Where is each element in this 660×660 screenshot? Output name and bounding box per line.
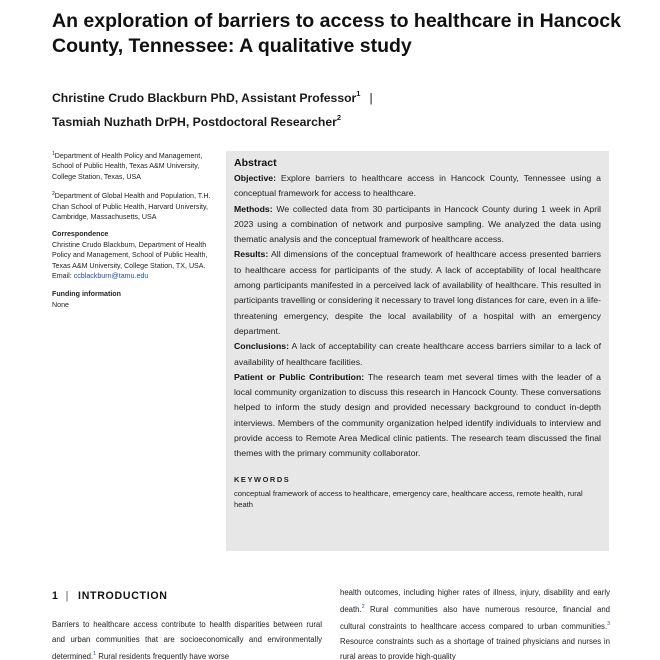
- article-title: An exploration of barriers to access to healthcare in Hancock County, Tennessee: A qualitative study: [52, 10, 621, 57]
- email-label: Email:: [52, 272, 72, 281]
- affiliation: [52, 149, 214, 182]
- abstract-objective: [234, 171, 601, 202]
- abstract-methods: [234, 202, 601, 248]
- body-text: Barriers to healthcare access contribute to health disparities between rural and urban communities that are socioeconomically and environmentally determined.: [52, 620, 322, 660]
- affiliation: [52, 189, 214, 222]
- abstract-box: [226, 151, 609, 551]
- affiliation-marker: 2: [52, 191, 55, 198]
- author-affiliation-marker: 2: [336, 113, 342, 122]
- abstract-conclusions: [234, 339, 601, 370]
- body-text: Rural residents frequently have worse: [96, 652, 230, 660]
- author-name: Christine Crudo Blackburn PhD, Assistant Professor: [52, 91, 357, 105]
- citation-link[interactable]: 3: [607, 621, 610, 627]
- abstract-section-text: A lack of acceptability can create healthcare access barriers similar to a lack of availability of healthcare facilities.: [234, 341, 601, 367]
- abstract-section-label: Methods:: [234, 203, 273, 214]
- funding-text: None: [52, 300, 69, 309]
- body-text: Rural communities also have numerous resource, financial and cultural constraints to healthcare access compared to urban communities.: [340, 605, 610, 631]
- author-affiliation-marker: 1: [356, 89, 361, 98]
- affiliation-text: Department of Health Policy and Management, School of Public Health, Texas A&M University, College Station, Texas, USA: [52, 152, 203, 181]
- email-link[interactable]: ccblackburn@tamu.edu: [73, 272, 149, 281]
- body-text: health outcomes, including higher rates of illness, injury, disability and early death.: [340, 588, 610, 614]
- correspondence-block: [52, 229, 214, 281]
- abstract-results: [234, 247, 601, 339]
- author-separator: |: [369, 91, 373, 105]
- section-number: 1: [52, 590, 59, 602]
- abstract-section-label: Patient or Public Contribution:: [234, 371, 365, 382]
- abstract-section-text: Explore barriers to healthcare access in Hancock County, Tennessee using a conceptual framework for access to healthcare.: [234, 173, 601, 199]
- author-list: [52, 84, 612, 132]
- correspondence-heading: Correspondence: [52, 230, 109, 239]
- correspondence-email-line: [52, 271, 214, 281]
- abstract-section-label: Objective:: [234, 173, 277, 183]
- funding-block: [52, 289, 214, 310]
- keywords-heading: KEYWORDS: [234, 474, 291, 484]
- affiliation-marker: 1: [52, 151, 55, 157]
- citation-link[interactable]: 2: [361, 604, 365, 610]
- abstract-section-label: Conclusions:: [234, 341, 290, 352]
- citation-link[interactable]: 1: [93, 651, 97, 657]
- abstract-section-label: Results:: [234, 249, 269, 260]
- article-sidebar: [52, 149, 214, 318]
- author-1: [52, 84, 612, 108]
- author-2: [52, 108, 612, 132]
- section-separator: |: [65, 590, 70, 602]
- body-column-right: [340, 585, 610, 660]
- author-name: Tasmiah Nuzhath DrPH, Postdoctoral Researcher: [52, 115, 337, 129]
- abstract-section-text: We collected data from 30 participants in Hancock County during 1 week in April 2023 using a combination of network and purposive sampling. We analyzed the data using thematic analysis and the conceptual framework of healthcare access.: [234, 203, 601, 245]
- body-column-left: [52, 617, 322, 660]
- abstract-public-contribution: [234, 370, 601, 462]
- section-title: INTRODUCTION: [78, 590, 168, 602]
- affiliation-text: Department of Global Health and Population, T.H. Chan School of Public Health, Harvard University, Cambridge, Massachusetts, USA: [52, 192, 211, 222]
- abstract-section-text: All dimensions of the conceptual framework of healthcare access presented barriers to healthcare access for participants of the study. A lack of acceptability of local healthcare among participants manifested in a perceived lack of availability of healthcare. This resulted in participants travelling or considering it necessary to travel long distances for care, even in a life-threatening emergency, despite the local availability of a hospital with an emergency department.: [234, 249, 601, 336]
- abstract-heading: Abstract: [234, 157, 277, 169]
- body-text: Resource constraints such as a shortage of trained physicians and nurses in rural areas to provide high-quality: [340, 637, 610, 660]
- abstract-section-text: The research team met several times with the leader of a local community organization to discuss this research in Hancock County. These conversations helped to inform the study design and provided necessary background to conduct in-depth interviews. Members of the community organization helped identify individuals to interview and provide access to Remote Area Medical clinic patients. The research team discussed the final themes with the primary community collaborator.: [234, 371, 601, 459]
- correspondence-text: Christine Crudo Blackburn, Department of Health Policy and Management, School of Public Health, Texas A&M University, College Station, TX, USA.: [52, 240, 208, 270]
- section-heading: [52, 590, 168, 602]
- funding-heading: Funding information: [52, 290, 121, 299]
- keywords-list: conceptual framework of access to healthcare, emergency care, healthcare access, remote health, rural heath: [234, 488, 583, 509]
